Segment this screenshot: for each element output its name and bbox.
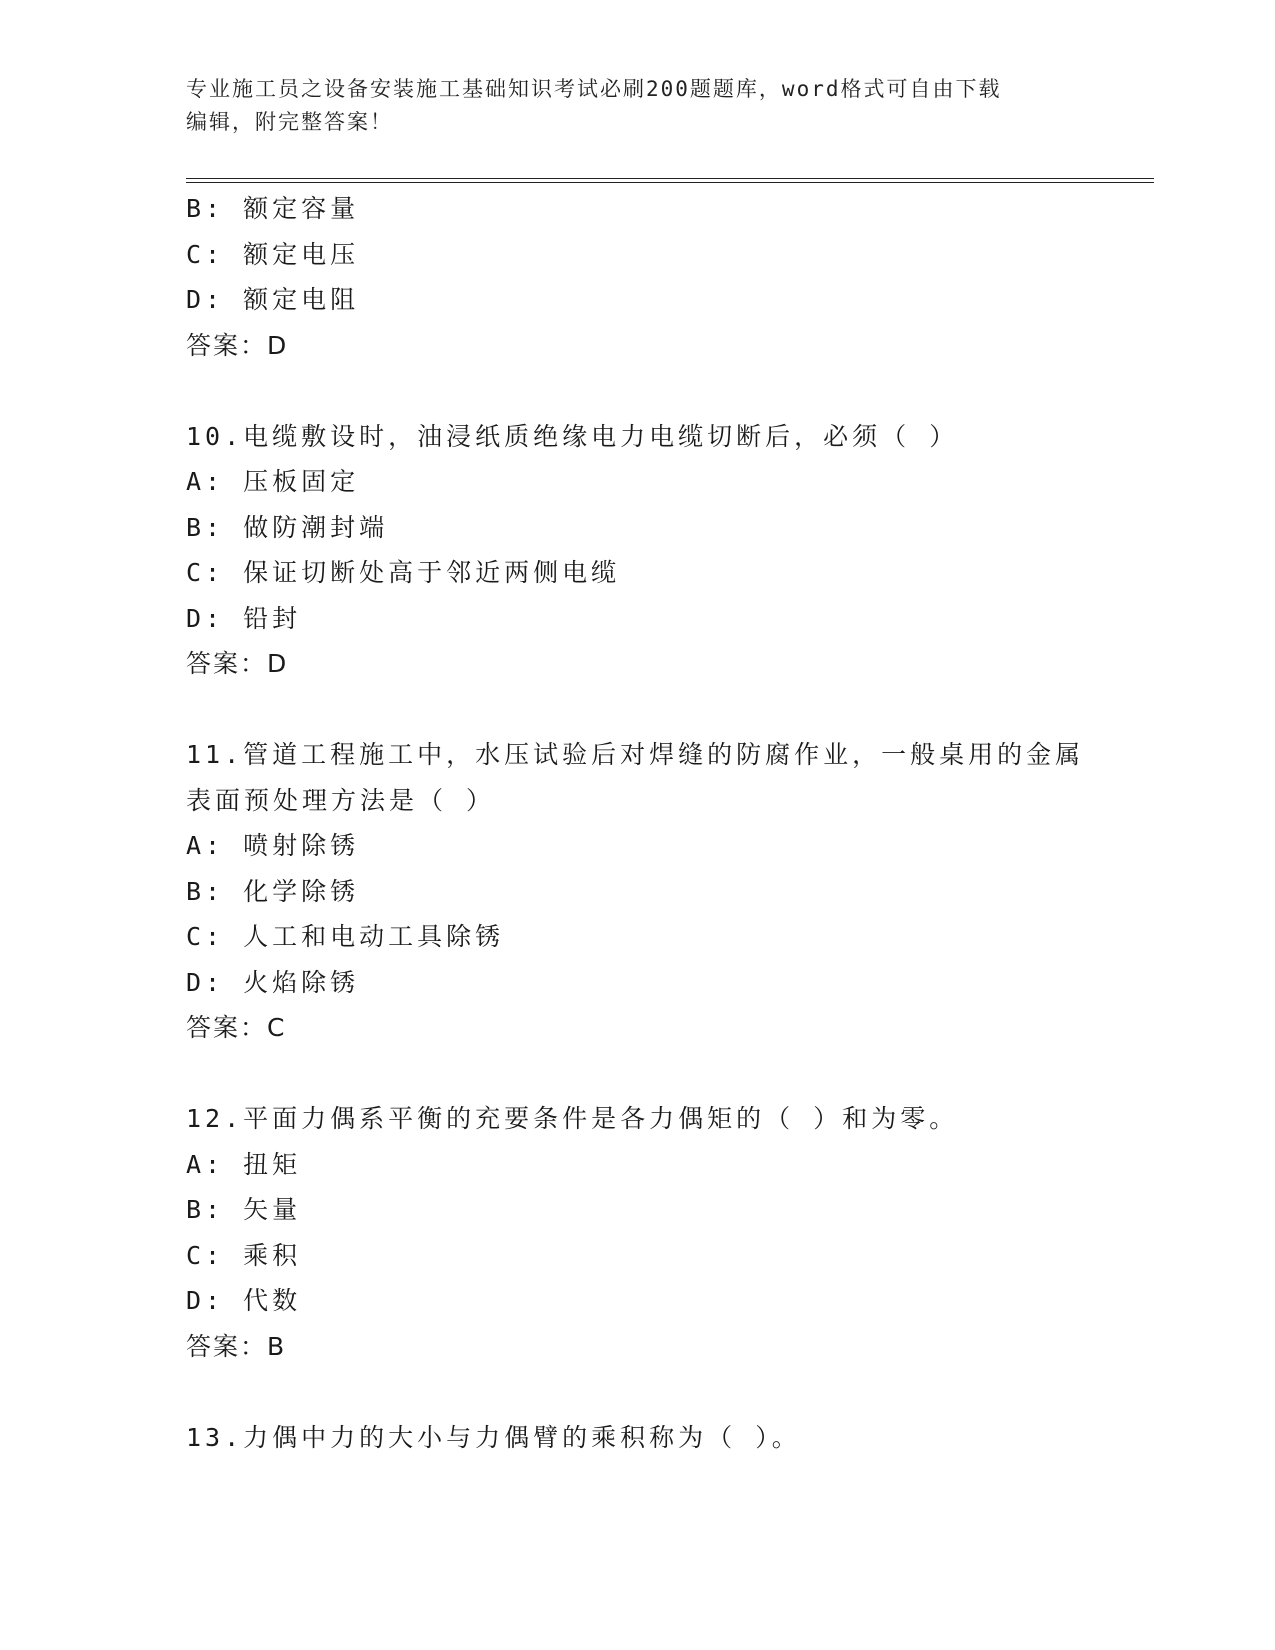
spacer (186, 687, 1086, 733)
spacer (186, 368, 1086, 414)
option-a: A: 喷射除锈 (186, 831, 360, 860)
question-11-block (186, 732, 1086, 1051)
option-b: B: 化学除锈 (186, 876, 360, 906)
option-a: A: 扭矩 (186, 1149, 302, 1179)
option-c: C: 额定电压 (186, 239, 360, 269)
question-9-block (186, 186, 1086, 368)
question-text: 12.平面力偶系平衡的充要条件是各力偶矩的（ ）和为零。 (186, 1104, 959, 1133)
answer-line: 答案：C (186, 1013, 287, 1042)
option-c: C: 人工和电动工具除锈 (186, 922, 505, 951)
question-text-line-1: 11.管道工程施工中，水压试验后对焊缝的防腐作业，一般桌用的金属 (186, 740, 1085, 769)
page-header (186, 73, 1076, 139)
answer-line: 答案：D (186, 649, 289, 678)
option-b: B: 额定容量 (186, 194, 360, 223)
question-text: 10.电缆敷设时，油浸纸质绝缘电力电缆切断后，必须（ ） (186, 421, 959, 451)
option-d: D: 代数 (186, 1286, 302, 1315)
question-12-block (186, 1096, 1086, 1369)
option-d: D: 铅封 (186, 603, 302, 633)
option-c: C: 乘积 (186, 1240, 302, 1270)
header-divider (186, 178, 1154, 183)
header-line-1: 专业施工员之设备安装施工基础知识考试必刷200题题库，word格式可自由下载 (186, 77, 1002, 101)
option-c: C: 保证切断处高于邻近两侧电缆 (186, 558, 621, 587)
question-10-block (186, 414, 1086, 687)
document-body (186, 186, 1086, 1460)
answer-line: 答案：B (186, 1331, 287, 1361)
question-text-line-2: 表面预处理方法是（ ） (186, 785, 496, 815)
spacer (186, 1369, 1086, 1415)
answer-line: 答案：D (186, 330, 289, 360)
question-13-block (186, 1415, 1086, 1461)
spacer (186, 1051, 1086, 1097)
option-a: A: 压板固定 (186, 467, 360, 496)
question-text: 13.力偶中力的大小与力偶臂的乘积称为（ ）。 (186, 1422, 801, 1452)
header-line-2: 编辑，附完整答案！ (186, 110, 393, 134)
option-b: B: 做防潮封端 (186, 512, 389, 542)
option-d: D: 额定电阻 (186, 285, 360, 314)
option-b: B: 矢量 (186, 1195, 302, 1224)
option-d: D: 火焰除锈 (186, 967, 360, 997)
